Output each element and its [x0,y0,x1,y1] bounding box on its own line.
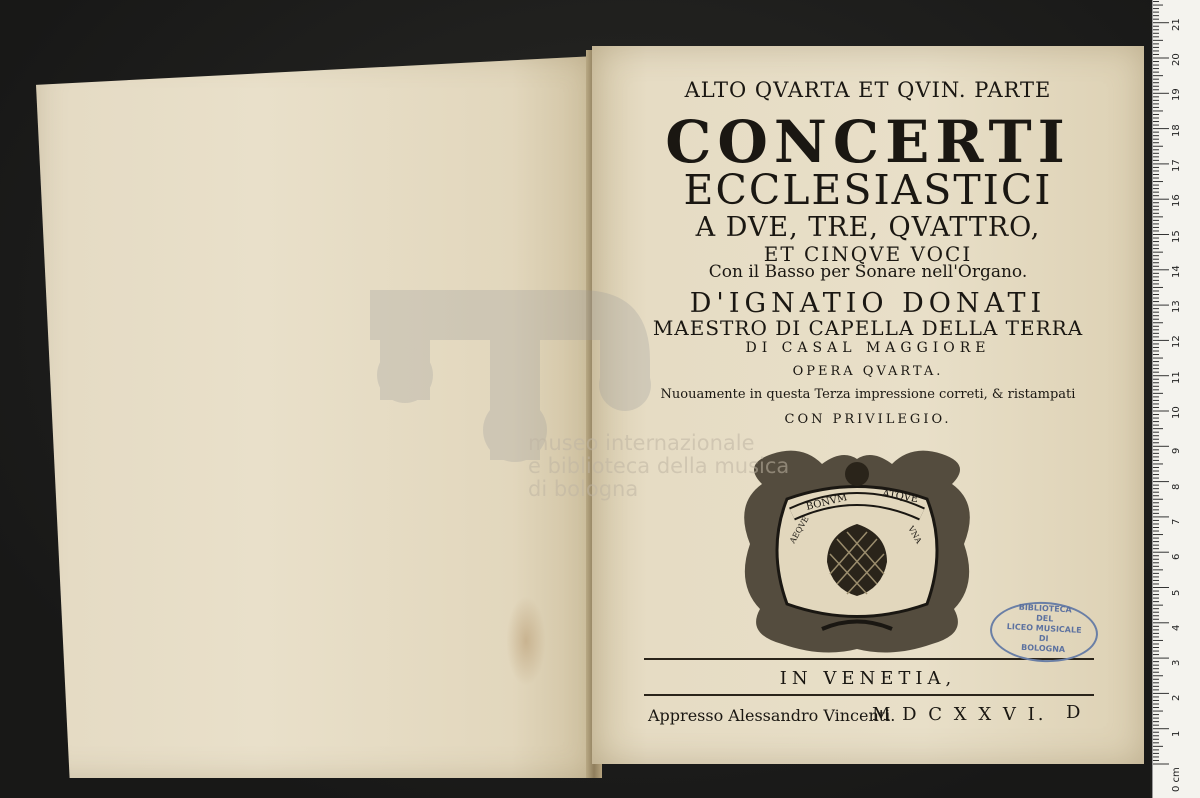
stamp-line-3: LICEO MUSICALE [1006,622,1082,635]
ruler-mark: 19 [1171,88,1182,102]
organ-line: Con il Basso per Sonare nell'Organo. [708,262,1028,282]
ruler-mark: 8 [1171,483,1182,490]
part-heading: ALTO QVARTA ET QVIN. PARTE [684,78,1052,102]
author-title: MAESTRO DI CAPELLA DELLA TERRA [652,316,1084,340]
ruler-mark: 10 [1171,406,1182,419]
signature-mark: D [1066,702,1081,723]
publication-year: M D C X X V I. [872,704,1047,725]
ruler-mark: 7 [1171,518,1182,525]
ruler-mark: 1 [1171,730,1182,737]
ruler-mark: 12 [1171,335,1182,349]
stamp-line-5: BOLOGNA [1020,642,1066,655]
ruler-mark: 9 [1171,447,1182,455]
ruler-unit: 0 cm [1171,767,1182,792]
rule-bottom [644,694,1094,696]
author-place: DI CASAL MAGGIORE [745,340,991,356]
main-title: CONCERTI [665,108,1071,176]
imprint-place: IN VENETIA, [779,668,957,689]
ruler-mark: 14 [1171,265,1182,278]
ruler-mark: 6 [1171,553,1182,561]
ruler-mark: 13 [1171,300,1182,314]
voices-line-2: ET CINQVE VOCI [763,242,973,266]
ruler-mark: 20 [1171,53,1182,66]
stamp-line-2: DEL [1035,613,1054,624]
watermark-line-3: di bologna [528,477,639,501]
ruler-mark: 18 [1171,123,1182,137]
measuring-ruler [1152,0,1200,798]
stamp-line-4: DI [1038,633,1049,644]
privilege-line: CON PRIVILEGIO. [784,412,952,427]
ruler-mark: 15 [1171,229,1182,243]
author-name: D'IGNATIO DONATI [689,288,1047,319]
voices-line: A DVE, TRE, QVATTRO, [695,212,1041,243]
subtitle: ECCLESIASTICI [683,166,1053,214]
motto-bottom-right: VNA [906,524,924,546]
ruler-mark: 17 [1171,159,1182,172]
opus-number: OPERA QVARTA. [792,364,944,379]
ruler-mark: 21 [1171,17,1182,31]
watermark-line-1: museo internazionale [528,431,755,455]
motto-right: ATQVE [881,488,919,506]
motto-bottom-left: AEQVE [787,514,811,545]
ruler-mark: 16 [1171,194,1182,208]
ruler-mark: 4 [1171,624,1182,631]
stamp-line-1: BIBLIOTECA [1018,602,1072,615]
watermark-text [528,432,789,501]
printer-name: Appresso Alessandro Vincenti. [648,706,896,725]
edition-note: Nuouamente in questa Terza impressione correti, & ristampati [660,387,1076,402]
watermark-line-2: e biblioteca della musica [528,454,790,478]
motto-left: BONVM [805,492,849,513]
ruler-mark: 3 [1171,659,1182,667]
ruler-mark: 2 [1171,695,1182,702]
ruler-mark: 11 [1171,370,1182,384]
ruler-mark: 5 [1171,589,1182,596]
library-stamp [989,599,1100,665]
